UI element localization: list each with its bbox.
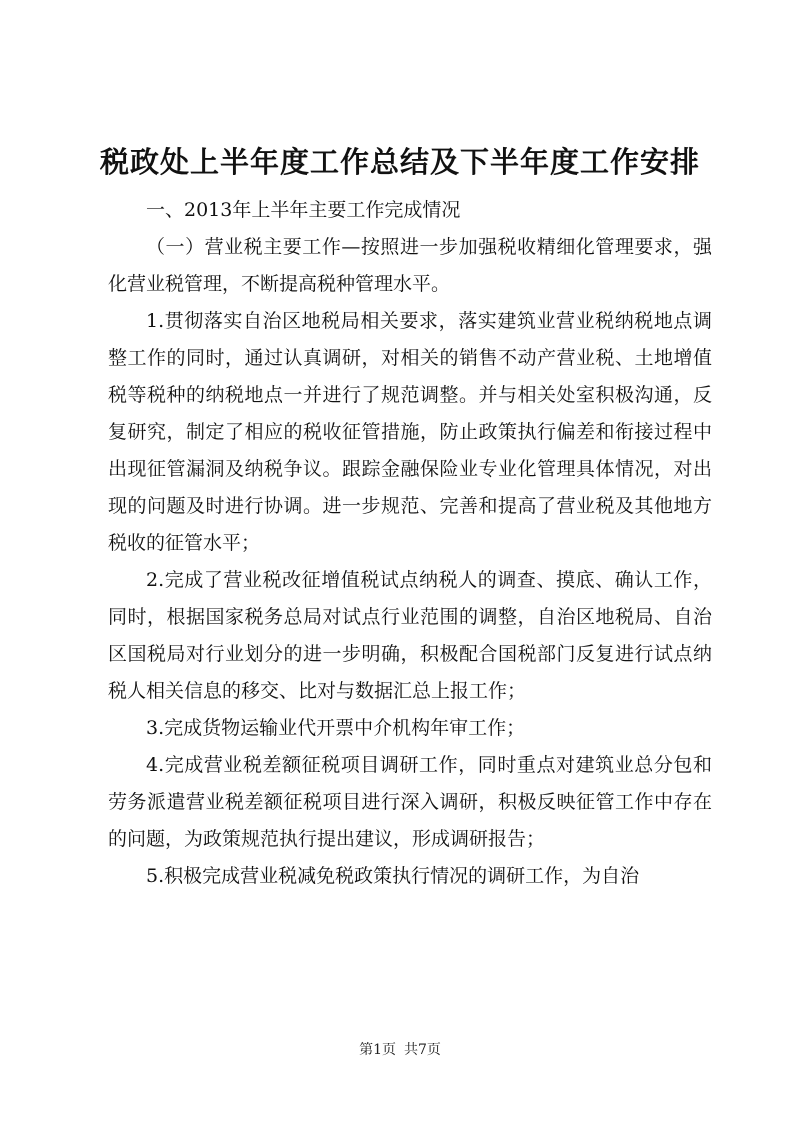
- item-2-paragraph: 2.完成了营业税改征增值税试点纳税人的调查、摸底、确认工作，同时，根据国家税务总局对试点行业范围的调整，自治区地税局、自治区国税局对行业划分的进一步明确，积极配合国税部门反复进行试点纳税人相关信息的移交、比对与数据汇总上报工作；: [108, 569, 712, 702]
- document-title: 税政处上半年度工作总结及下半年度工作安排: [99, 145, 700, 179]
- page-footer: [0, 1040, 800, 1060]
- item-1-paragraph: 1.贯彻落实自治区地税局相关要求，落实建筑业营业税纳税地点调整工作的同时，通过认真调研，对相关的销售不动产营业税、土地增值税等税种的纳税地点一并进行了规范调整。并与相关处室积极沟通，反复研究，制定了相应的税收征管措施，防止政策执行偏差和衔接过程中出现征管漏洞及纳税争议。跟踪金融保险业专业化管理具体情况，对出现的问题及时进行协调。进一步规范、完善和提高了营业税及其他地方税收的征管水平；: [108, 310, 712, 554]
- item-5-paragraph: 5.积极完成营业税减免税政策执行情况的调研工作，为自治: [146, 865, 640, 887]
- page-total: 共7页: [404, 1042, 441, 1058]
- subsection-paragraph: （一）营业税主要工作—按照进一步加强税收精细化管理要求，强化营业税管理，不断提高税种管理水平。: [108, 236, 712, 295]
- document-body: [108, 192, 712, 895]
- section-heading: 一、2013年上半年主要工作完成情况: [146, 199, 461, 221]
- item-4-paragraph: 4.完成营业税差额征税项目调研工作，同时重点对建筑业总分包和劳务派遣营业税差额征税项目进行深入调研，积极反映征管工作中存在的问题，为政策规范执行提出建议，形成调研报告；: [108, 754, 712, 850]
- page-number: 第1页: [359, 1042, 396, 1058]
- item-3-paragraph: 3.完成货物运输业代开票中介机构年审工作；: [146, 717, 526, 739]
